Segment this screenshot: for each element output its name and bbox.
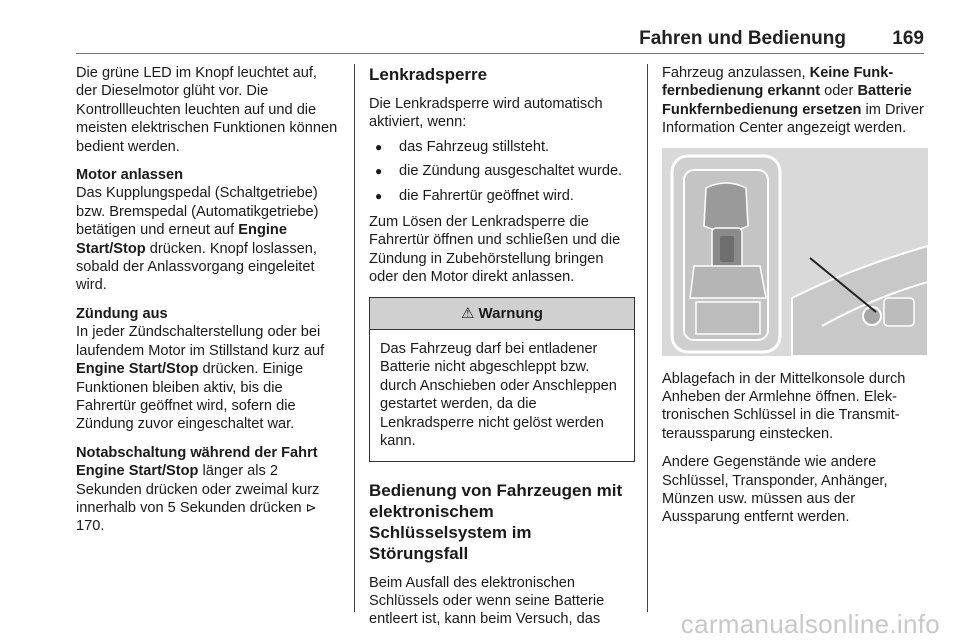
column-3 (662, 64, 928, 537)
engine-start-stop-label: Engine Start/Stop (76, 361, 199, 378)
warning-box (369, 297, 635, 462)
notabschaltung-heading: Notabschaltung während der Fahrt (76, 444, 318, 461)
continued-text-2: oder (820, 83, 858, 100)
cross-reference-page[interactable]: 170. (76, 518, 105, 535)
warning-title: Warnung (478, 304, 543, 322)
other-objects-paragraph: Andere Gegenstände wie andere Schlüssel, Transponder, Anhänger, Münzen usw. müssen aus der Aussparung entfernt werden. (662, 454, 888, 526)
cross-reference-arrow-icon[interactable]: ⊳ (305, 499, 317, 515)
continued-text-1: Fahrzeug anzulassen, (662, 65, 810, 81)
notabschaltung-text: länger als 2 Sekunden drücken oder zweimal kurz innerhalb von 5 Sekunden drücken (76, 463, 320, 516)
message-replace-remote-battery: Batterie Funkfernbedienung ersetzen (662, 83, 912, 118)
lenkradsperre-release-text: Zum Lösen der Lenkradsperre die Fahrertür öffnen und schließen und die Zündung in Zubehörstellung bringen oder den Motor direkt anlassen. (369, 214, 621, 286)
watermark: carmanualsonline.info (680, 609, 940, 639)
list-item: ● das Fahrzeug stillsteht. (369, 138, 635, 156)
figure-caption: Ablagefach in der Mittelkonsole durch Anheben der Armlehne öffnen. Elektronischen Schlüssel in die Transmitteraussparung einstecken. (662, 370, 906, 442)
stoerung-heading: Bedienung von Fahrzeugen mit elektronischem Schlüsselsystem im Störungsfall (369, 480, 623, 563)
column-divider-1 (354, 64, 355, 612)
warning-body: Das Fahrzeug darf bei entladener Batterie nicht abgeschleppt bzw. durch Anschieben oder Anschleppen gestartet werden, da die Lenkradsperre nicht gelöst werden kann. (380, 341, 617, 450)
column-2 (369, 64, 635, 639)
header-title: Fahren und Bedienung (639, 28, 846, 49)
intro-paragraph: Die grüne LED im Knopf leuchtet auf, der Dieselmotor glüht vor. Die Kontrollleuchten leuchten auf und die meisten elektrischen Funktionen können bedient werden. (76, 65, 338, 155)
notabschaltung-section (76, 444, 342, 536)
engine-start-stop-label: Engine Start/Stop (76, 463, 199, 480)
column-1 (76, 64, 342, 546)
console-storage-illustration (662, 148, 928, 356)
zuendung-aus-text-2: drücken. Einige Funktionen bleiben aktiv, bis die Fahrertür geöffnet wird, sofern die Zündung zuvor eingeschaltet war. (76, 361, 304, 433)
motor-anlassen-section (76, 166, 342, 295)
zuendung-aus-text-1: In jeder Zündschalterstellung oder bei laufendem Motor im Stillstand kurz auf (76, 324, 325, 359)
warning-header (370, 298, 634, 330)
motor-anlassen-heading: Motor anlassen (76, 167, 184, 184)
stoerung-text: Beim Ausfall des elektronischen Schlüssels oder wenn seine Batterie entleert ist, kann beim Versuch, das (369, 574, 605, 628)
list-item: ● die Zündung ausgeschaltet wurde. (369, 162, 635, 180)
zuendung-aus-heading: Zündung aus (76, 305, 168, 322)
lenkradsperre-conditions-list (369, 138, 635, 205)
page-header (0, 0, 960, 52)
console-key-slot-drawing (662, 148, 928, 356)
list-item: ● die Fahrertür geöffnet wird. (369, 187, 635, 205)
continued-text-3: im Driver Information Center angezeigt werden. (662, 101, 924, 137)
lenkradsperre-heading: Lenkradsperre (369, 65, 488, 84)
warning-triangle-icon: ⚠ (461, 304, 475, 322)
message-no-remote-detected: Keine Funkfernbedienung erkannt (662, 65, 894, 100)
column-divider-2 (647, 64, 648, 612)
continued-paragraph (662, 64, 928, 138)
engine-start-stop-label: Engine Start/Stop (76, 222, 287, 257)
motor-anlassen-text-1: Das Kupplungspedal (Schaltgetriebe) bzw. Bremspedal (Automatikgetriebe) betätigen und erneut auf (76, 185, 319, 239)
motor-anlassen-text-2: drücken. Knopf loslassen, sobald der Anlassvorgang eingeleitet wird. (76, 240, 317, 294)
zuendung-aus-section (76, 305, 342, 434)
header-rule (76, 53, 924, 54)
page-number: 169 (892, 28, 924, 49)
lenkradsperre-intro: Die Lenkradsperre wird automatisch aktiviert, wenn: (369, 96, 603, 131)
